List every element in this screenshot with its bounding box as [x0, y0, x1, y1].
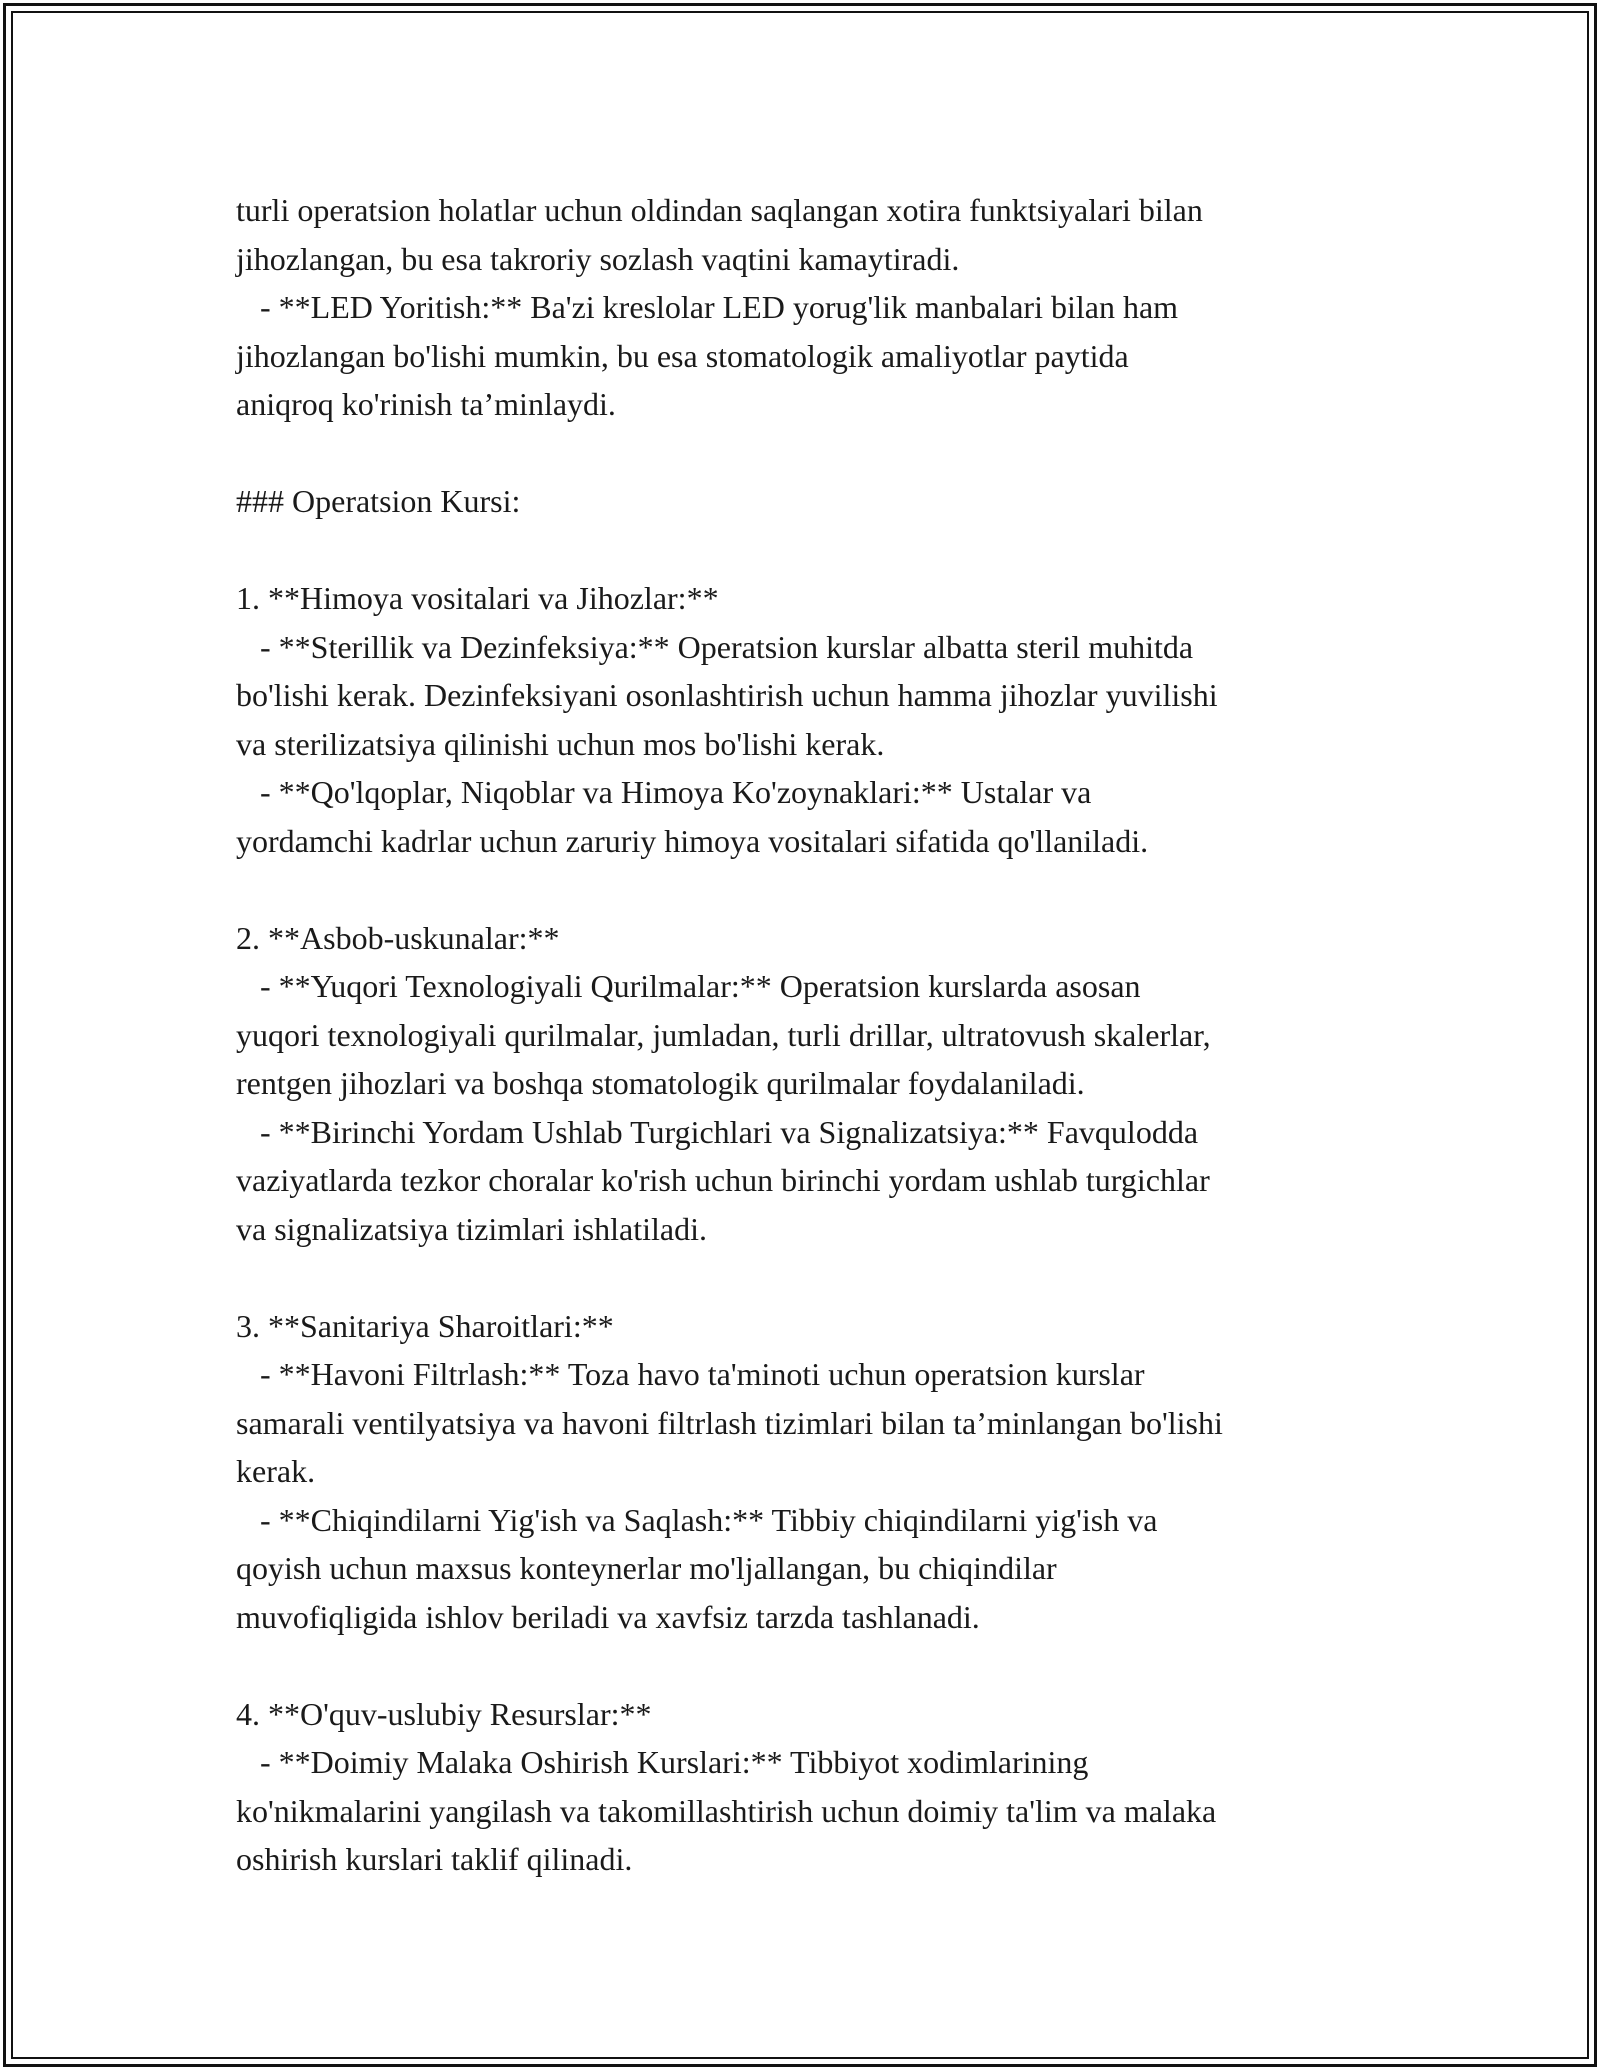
text-line: 3. **Sanitariya Sharoitlari:**	[236, 1307, 614, 1344]
text-line: jihozlangan, bu esa takroriy sozlash vaqtini kamaytiradi.	[236, 240, 960, 277]
blank-line	[236, 1641, 1376, 1690]
text-line: - **Doimiy Malaka Oshirish Kurslari:** Tibbiyot xodimlarining	[236, 1744, 1089, 1780]
text-line: - **Sterillik va Dezinfeksiya:** Operatsion kurslar albatta steril muhitda	[236, 628, 1194, 665]
text-line: muvofiqligida ishlov beriladi va xavfsiz tarzda tashlanadi.	[236, 1598, 980, 1635]
text-line: - **LED Yoritish:** Ba'zi kreslolar LED yorug'lik manbalari bilan ham	[236, 289, 1179, 325]
text-line: - **Birinchi Yordam Ushlab Turgichlari va Signalizatsiya:** Favqulodda	[236, 1113, 1199, 1150]
text-line: jihozlangan bo'lishi mumkin, bu esa stomatologik amaliyotlar paytida	[236, 337, 1129, 374]
text-line: va signalizatsiya tizimlari ishlatiladi.	[236, 1210, 707, 1247]
blank-line	[236, 429, 1376, 478]
text-line: - **Havoni Filtrlash:** Toza havo ta'minoti uchun operatsion kurslar	[236, 1356, 1145, 1392]
text-line: yuqori texnologiyali qurilmalar, jumladan, turli drillar, ultratovush skalerlar,	[236, 1016, 1211, 1053]
blank-line	[236, 865, 1376, 914]
text-line: bo'lishi kerak. Dezinfeksiyani osonlashtirish uchun hamma jihozlar yuvilishi	[236, 677, 1218, 713]
text-line: kerak.	[236, 1453, 316, 1489]
text-line: - **Qo'lqoplar, Niqoblar va Himoya Ko'zoynaklari:** Ustalar va	[236, 774, 1092, 810]
text-line: 4. **O'quv-uslubiy Resurslar:**	[236, 1695, 652, 1732]
text-line: samarali ventilyatsiya va havoni filtrlash tizimlari bilan ta’minlangan bo'lishi	[236, 1404, 1223, 1441]
text-line: turli operatsion holatlar uchun oldindan saqlangan xotira funktsiyalari bilan	[236, 192, 1203, 228]
text-line: oshirish kurslari taklif qilinadi.	[236, 1841, 633, 1877]
document-body	[236, 186, 1376, 1884]
blank-line	[236, 1253, 1376, 1302]
text-line: 2. **Asbob-uskunalar:**	[236, 919, 560, 956]
text-line: - **Chiqindilarni Yig'ish va Saqlash:** Tibbiy chiqindilarni yig'ish va	[236, 1501, 1158, 1538]
text-line: 1. **Himoya vositalari va Jihozlar:**	[236, 580, 719, 616]
text-line: vaziyatlarda tezkor choralar ko'rish uchun birinchi yordam ushlab turgichlar	[236, 1162, 1210, 1198]
text-line: aniqroq ko'rinish ta’minlaydi.	[236, 386, 616, 422]
text-line: ### Operatsion Kursi:	[236, 483, 521, 519]
text-line: - **Yuqori Texnologiyali Qurilmalar:** Operatsion kurslarda asosan	[236, 968, 1141, 1004]
text-line: ko'nikmalarini yangilash va takomillashtirish uchun doimiy ta'lim va malaka	[236, 1792, 1217, 1829]
blank-line	[236, 526, 1376, 575]
text-line: va sterilizatsiya qilinishi uchun mos bo'lishi kerak.	[236, 725, 885, 762]
text-line: rentgen jihozlari va boshqa stomatologik qurilmalar foydalaniladi.	[236, 1065, 1085, 1101]
text-line: qoyish uchun maxsus konteynerlar mo'ljallangan, bu chiqindilar	[236, 1550, 1057, 1586]
text-line: yordamchi kadrlar uchun zaruriy himoya vositalari sifatida qo'llaniladi.	[236, 822, 1149, 859]
